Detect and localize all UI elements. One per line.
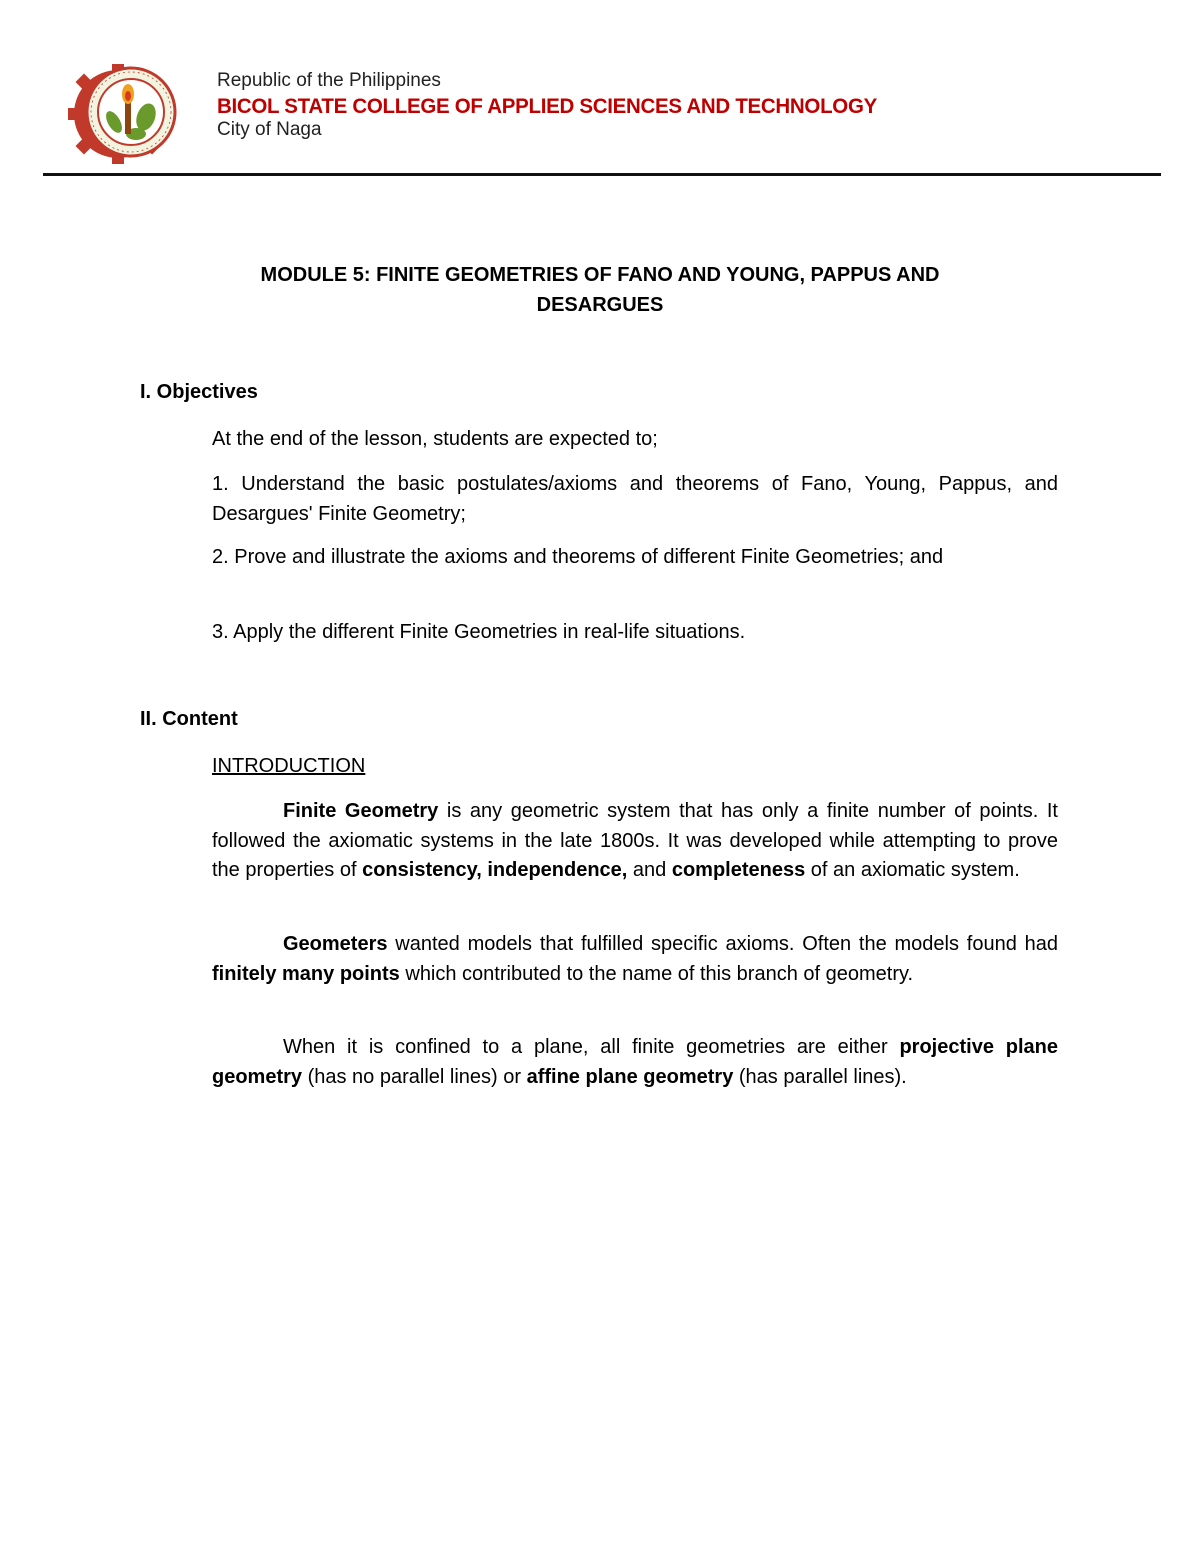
term-consistency-independence: consistency, independence,	[362, 859, 628, 881]
term-finite-geometry: Finite Geometry	[283, 800, 439, 822]
paragraph-text: wanted models that fulfilled specific axioms. Often the models found had	[387, 933, 1058, 955]
paragraph-text: which contributed to the name of this branch of geometry.	[399, 962, 914, 985]
objectives-intro: At the end of the lesson, students are expected to;	[212, 428, 658, 450]
introduction-subheading: INTRODUCTION	[212, 755, 366, 777]
paragraph-plane-geometries	[212, 1033, 1058, 1092]
header-divider	[43, 173, 1161, 176]
term-geometers: Geometers	[283, 933, 388, 955]
header-country: Republic of the Philippines	[217, 70, 441, 91]
paragraph-text: is any geometric system that has only a finite number of points. It followed the axiomatic systems in the late 1800s. It was developed while attempting to prove the properties of	[212, 800, 1058, 881]
module-title-line-1: MODULE 5: FINITE GEOMETRIES OF FANO AND YOUNG, PAPPUS AND	[260, 264, 940, 286]
module-title	[150, 260, 1050, 320]
header-college-name: BICOL STATE COLLEGE OF APPLIED SCIENCES AND TECHNOLOGY	[217, 94, 877, 119]
header-city: City of Naga	[217, 119, 322, 140]
college-seal-logo	[56, 62, 190, 166]
paragraph-text: and	[627, 859, 672, 881]
objectives-heading: I. Objectives	[140, 381, 258, 403]
paragraph-geometers	[212, 930, 1058, 989]
paragraph-finite-geometry	[212, 797, 1058, 886]
paragraph-text: of an axiomatic system.	[805, 859, 1020, 881]
paragraph-text: (has no parallel lines) or	[302, 1065, 527, 1088]
content-heading: II. Content	[140, 708, 238, 730]
term-affine-plane-geometry: affine plane geometry	[526, 1065, 734, 1088]
objective-item: 2. Prove and illustrate the axioms and theorems of different Finite Geometries; and	[212, 546, 944, 568]
paragraph-text: (has parallel lines).	[733, 1065, 907, 1088]
term-projective-plane-geometry: projective plane geometry	[212, 1036, 1058, 1088]
paragraph-text: When it is confined to a plane, all finite geometries are either	[283, 1036, 900, 1058]
term-finitely-many-points: finitely many points	[212, 962, 400, 985]
objective-item: 3. Apply the different Finite Geometries in real-life situations.	[212, 621, 746, 643]
term-completeness: completeness	[671, 859, 806, 881]
objective-item: 1. Understand the basic postulates/axioms and theorems of Fano, Young, Pappus, and Desargues' Finite Geometry;	[212, 473, 1058, 525]
module-title-line-2: DESARGUES	[536, 294, 664, 316]
